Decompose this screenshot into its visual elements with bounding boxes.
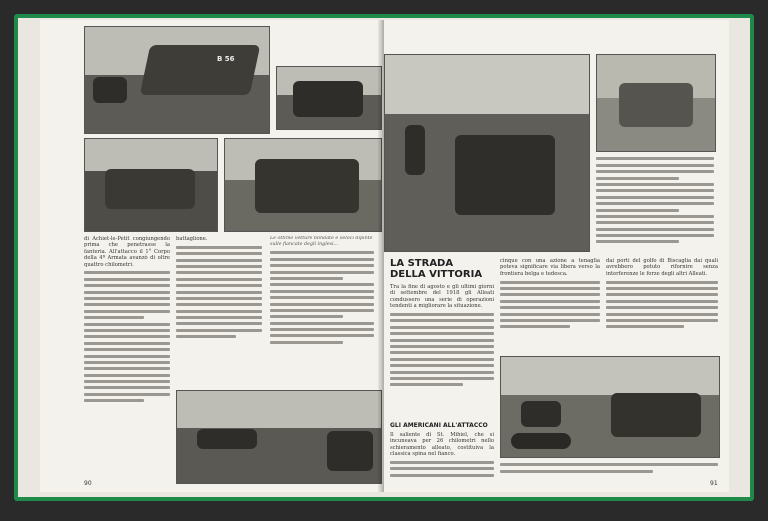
right-page-number: 91 bbox=[710, 480, 718, 487]
column-opening-text: cinque con una azione a tenaglia poteva significare via libera verso la frontiera belga e tedesca. bbox=[500, 258, 600, 277]
car-silhouette bbox=[293, 81, 363, 117]
column-opening-text: di Achiet-le-Petit congiungendo prima che penetrasse la fanteria. All'attacco il 1° Corpo della 4ª Armata avanzò di oltre quattro chilometri. bbox=[84, 236, 170, 268]
right-section-text bbox=[390, 432, 494, 484]
section-title bbox=[390, 258, 482, 280]
left-text-column-2 bbox=[176, 236, 262, 386]
column-opening-text: battaglione. bbox=[176, 236, 208, 242]
tank-column-photo bbox=[176, 390, 382, 484]
right-text-column-2 bbox=[500, 258, 600, 350]
right-caption-column bbox=[596, 154, 714, 254]
right-text-column-3 bbox=[606, 258, 718, 350]
armored-car-photo bbox=[276, 66, 382, 130]
section-title-line1: LA STRADA bbox=[390, 258, 454, 269]
tank-photo-b56 bbox=[84, 26, 270, 134]
right-bottom-text bbox=[500, 460, 718, 482]
photo-sky bbox=[85, 139, 217, 171]
caption-opening-text: Le ottime vetture blindate e veloci dipinte sulle fiancate degli inglesi... bbox=[270, 236, 373, 247]
photo-sky bbox=[501, 357, 719, 395]
tank-silhouette bbox=[619, 83, 693, 127]
section-subheading: GLI AMERICANI ALL'ATTACCO bbox=[390, 422, 488, 429]
wreck-silhouette bbox=[105, 169, 195, 209]
section-title-line2: DELLA VITTORIA bbox=[390, 269, 483, 280]
right-text-column-1 bbox=[390, 284, 494, 416]
left-text-column-1 bbox=[84, 236, 170, 468]
car-silhouette bbox=[255, 159, 359, 213]
section-opening-text: Il saliente di St. Mihiel, che si incuneava per 26 chilometri nello schieramento alleato, costituiva la classica spina nel fianco. bbox=[390, 432, 494, 458]
soldier-silhouette bbox=[405, 125, 425, 175]
tank-silhouette bbox=[140, 45, 261, 95]
left-page bbox=[40, 20, 382, 492]
armored-car-photo-2 bbox=[224, 138, 382, 232]
left-caption-column bbox=[270, 236, 374, 386]
vehicle-silhouette bbox=[93, 77, 127, 103]
battlefield-photo bbox=[84, 138, 218, 232]
column-opening-text: dai porti del golfo di Biscaglia dai quali avrebbero potuto rifornire senza interferenze le forze degli altri Alleati. bbox=[606, 258, 718, 277]
car-silhouette bbox=[521, 401, 561, 427]
right-page bbox=[384, 20, 729, 492]
column-opening-text: Tra la fine di agosto e gli ultimi giorni di settembre del 1918 gli Alleati condussero una serie di operazioni tendenti a migliorare la situazione. bbox=[390, 284, 494, 310]
left-page-number: 90 bbox=[84, 480, 92, 487]
ft17-tank-photo bbox=[596, 54, 716, 152]
fallen-figure bbox=[511, 433, 571, 449]
tank-silhouette bbox=[327, 431, 373, 471]
tank-marking-label: B 56 bbox=[217, 55, 235, 63]
soldiers-tank-photo bbox=[384, 54, 590, 252]
photo-sky bbox=[177, 391, 381, 428]
tank-silhouette bbox=[197, 429, 257, 449]
photo-sky bbox=[385, 55, 589, 114]
tank-silhouette bbox=[455, 135, 555, 215]
car-silhouette bbox=[611, 393, 701, 437]
armored-cars-road-photo bbox=[500, 356, 720, 458]
